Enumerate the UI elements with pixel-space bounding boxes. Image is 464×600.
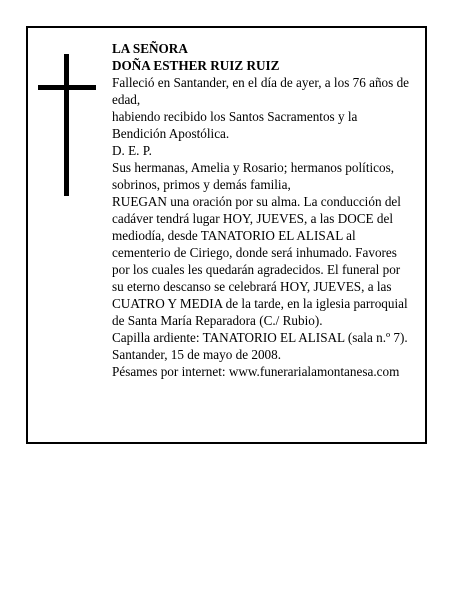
chapel-text: Capilla ardiente: TANATORIO EL ALISAL (sala n.º 7). — [112, 330, 408, 345]
sacraments-text: habiendo recibido los Santos Sacramentos y la Bendición Apostólica. — [112, 109, 358, 141]
condolences-website-text: Pésames por internet: www.funerarialamontanesa.com — [112, 364, 400, 379]
cross-vertical-bar — [64, 54, 69, 196]
obituary-text-block — [112, 40, 414, 380]
notice-title-line-1: LA SEÑORA — [112, 41, 188, 56]
notice-title-line-2: DOÑA ESTHER RUIZ RUIZ — [112, 58, 280, 73]
rest-in-peace-text: D. E. P. — [112, 143, 152, 158]
death-announcement: Falleció en Santander, en el día de ayer, a los 76 años de edad, — [112, 75, 410, 107]
cross-horizontal-bar — [38, 85, 96, 90]
place-date-text: Santander, 15 de mayo de 2008. — [112, 347, 282, 362]
funeral-details-text: RUEGAN una oración por su alma. La conducción del cadáver tendrá lugar HOY, JUEVES, a las DOCE del mediodía, desde TANATORIO EL ALISAL al cementerio de Ciriego, donde será inhumado. Favores por los cuales les quedarán agradecidos. El funeral por su eterno descanso se celebrará HOY, JUEVES, a las CUATRO Y MEDIA de la tarde, en la iglesia parroquial de Santa María Reparadora (C./ Rubio). — [112, 194, 408, 328]
family-text: Sus hermanas, Amelia y Rosario; hermanos políticos, sobrinos, primos y demás familia, — [112, 160, 395, 192]
